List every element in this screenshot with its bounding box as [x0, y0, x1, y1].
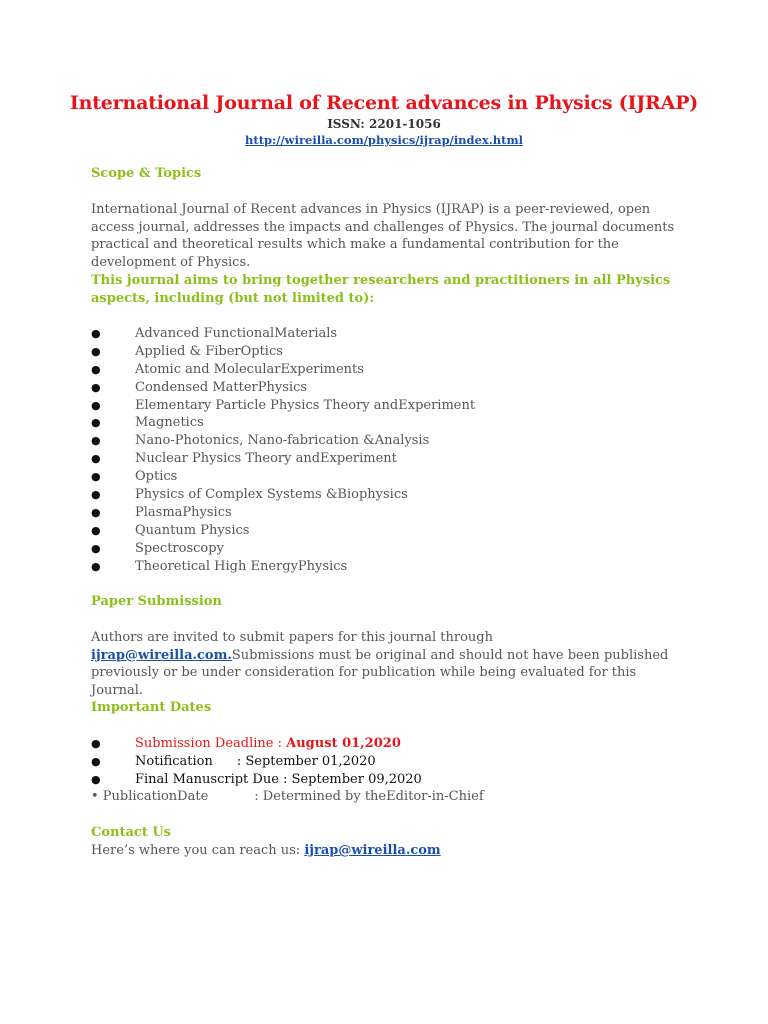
bullet-icon: ●	[91, 416, 101, 430]
final-manuscript-label: Final Manuscript Due :	[135, 771, 292, 787]
bullet-icon: ●	[91, 488, 101, 502]
journal-url-link[interactable]: http://wireilla.com/physics/ijrap/index.html	[245, 133, 523, 147]
document-page: International Journal of Recent advances in Physics (IJRAP) ISSN: 2201-1056 http://wireilla.com/physics/ijrap/index.html Scope & Topics International Journal of Recent advances in Physics (IJRAP) is a peer-reviewed, open access journal, addresses the impacts and challenges of Physics. The journal documents practical and theoretical results which make a fundamental contribution for the development of Physics. This journal aims to bring together researchers and practitioners in all Physics aspects, including (but not limited to): ● Advanced FunctionalMaterials ● Applied & FiberOptics ● Atomic and MolecularExperiments ● Condensed MatterPhysics ● Elementary Particle Physics Theory andExperiment ● Magnetics ● Nano-Photonics, Nano-fabrication &Analysis ● Nuclear Physics Theory andExperiment ● Optics ● Physics of Complex Systems &Biophysics ● PlasmaPhysics ● Quantum Physics ● Spectroscopy ● Theoretical High EnergyPhysics Paper Submission Authors are invited to submit papers for this journal through ijrap@wireilla.com.Submissions must be original and should not have been published previously or be under consideration for publication while being evaluated for this Journal. Important Dates ● Submission Deadline : August 01,2020 ● Notification : September 01,2020 ● Final Manuscript Due : September 09,2020 • PublicationDate : Determined by theEditor-in-Chief Contact Us Here’s where you can reach us: ijrap@wireilla.com	[0, 0, 768, 1024]
bullet-icon: ●	[91, 434, 101, 448]
bullet-icon: ●	[91, 362, 101, 376]
bullet-icon: ●	[91, 523, 101, 537]
publication-date-line	[91, 789, 484, 804]
bullet-icon: ●	[91, 344, 101, 358]
journal-title: International Journal of Recent advances in Physics (IJRAP)	[69, 92, 699, 114]
final-manuscript-value: September 09,2020	[291, 771, 422, 787]
scope-heading: Scope & Topics	[91, 166, 202, 181]
publication-date-value: : Determined by theEditor-in-Chief	[254, 789, 484, 804]
bullet-icon: ●	[91, 772, 101, 786]
scope-intro: International Journal of Recent advances in Physics (IJRAP) is a peer-reviewed, open access journal, addresses the impacts and challenges of Physics. The journal documents practical and theoretical results which make a fundamental contribution for the development of Physics.	[91, 202, 675, 270]
bullet-icon: ●	[91, 559, 101, 573]
contact-line: Here’s where you can reach us: ijrap@wireilla.com	[91, 843, 441, 858]
submission-paragraph: Authors are invited to submit papers for this journal through ijrap@wireilla.com.Submissions must be original and should not have been published previously or be under consideration for publication while being evaluated for this Journal.	[91, 630, 669, 698]
bullet-icon: ●	[91, 737, 101, 750]
bullet-icon: ●	[91, 452, 101, 466]
bullet-icon: ●	[91, 505, 101, 519]
publication-date-label: • PublicationDate	[91, 789, 209, 804]
notification-label: Notification	[135, 753, 213, 769]
dates-heading: Important Dates	[91, 700, 212, 715]
contact-heading: Contact Us	[91, 825, 171, 840]
bullet-icon: ●	[91, 541, 101, 555]
notification-value: : September 01,2020	[236, 753, 376, 769]
scope-aim: This journal aims to bring together researchers and practitioners in all Physics aspects, including (but not limited to):	[91, 273, 671, 306]
bullet-icon: ●	[91, 380, 101, 394]
issn: ISSN: 2201-1056	[327, 117, 441, 131]
submission-email-link[interactable]: ijrap@wireilla.com.	[91, 647, 232, 663]
contact-email-link[interactable]: ijrap@wireilla.com	[304, 843, 441, 858]
bullet-icon: ●	[91, 470, 101, 484]
bullet-icon: ●	[91, 398, 101, 412]
submission-deadline-label: Submission Deadline :	[135, 736, 287, 751]
bullet-icon: ●	[91, 754, 101, 768]
submission-deadline-value: August 01,2020	[286, 736, 401, 751]
submission-heading: Paper Submission	[91, 594, 222, 609]
bullet-icon: ●	[91, 327, 101, 340]
